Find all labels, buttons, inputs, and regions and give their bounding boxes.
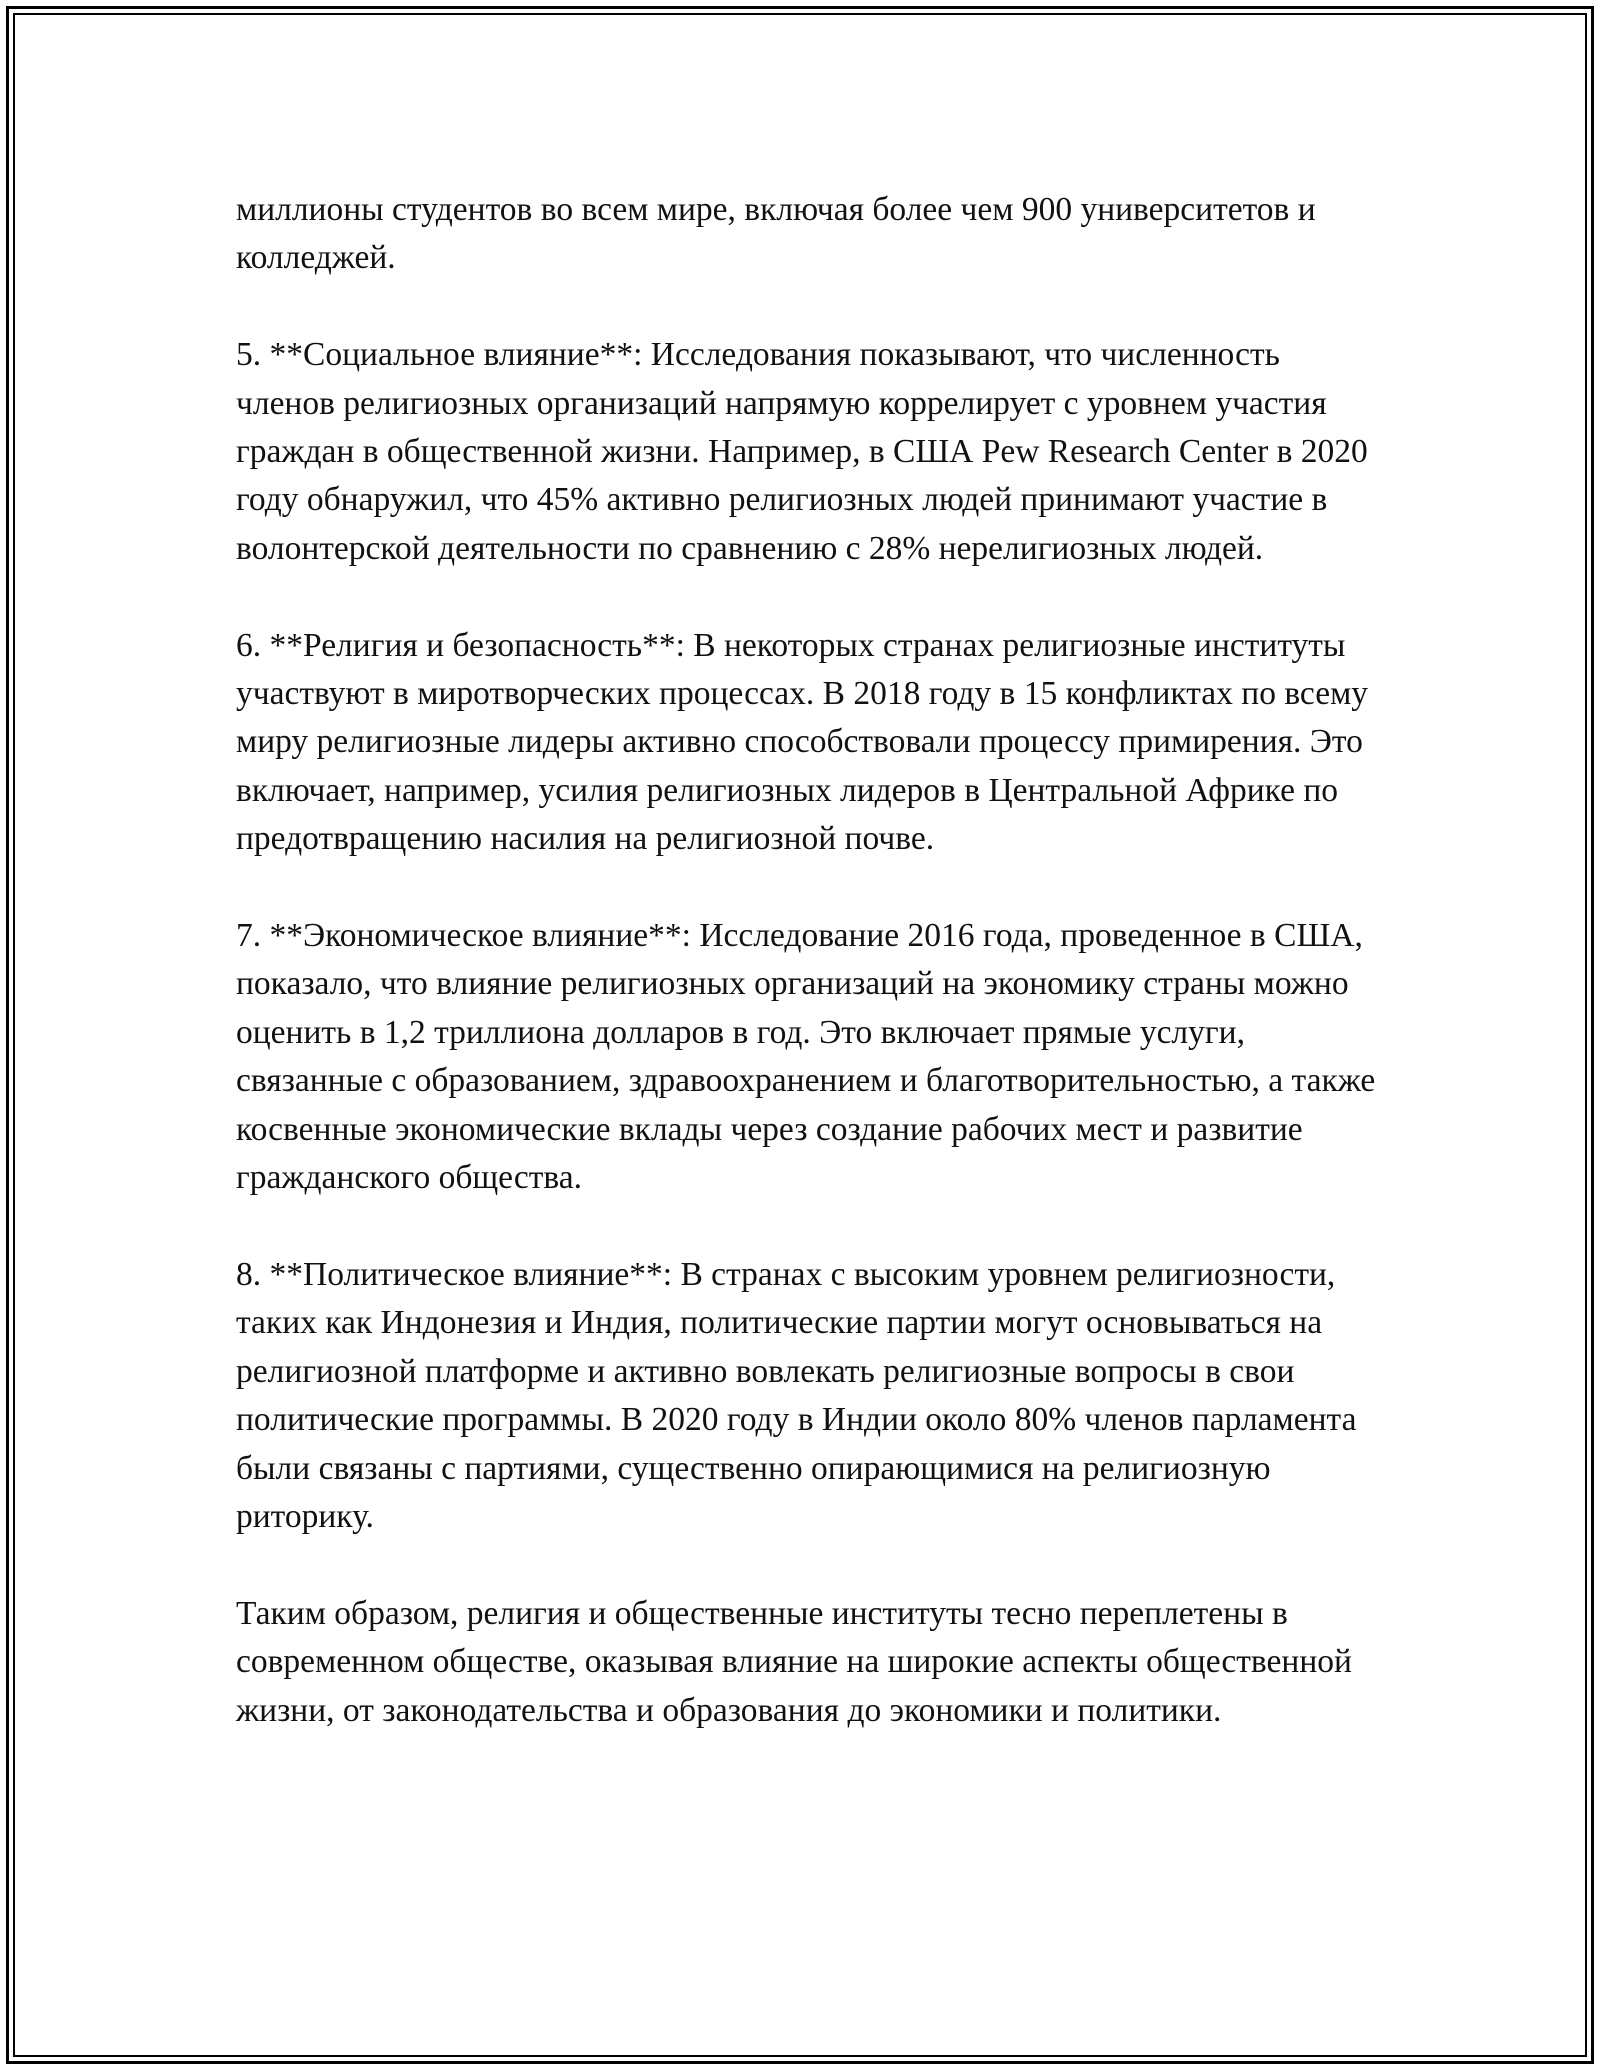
paragraph-economic-influence: 7. **Экономическое влияние**: Исследование 2016 года, проведенное в США, показало, что влияние религиозных организаций на экономику страны можно оценить в 1,2 триллиона долларов в год. Это включает прямые услуги, связанные с образованием, здравоохранением и благотворительностью, а также косвенные экономические вклады через создание рабочих мест и развитие гражданского общества. bbox=[236, 917, 1376, 1197]
paragraph-continuation: миллионы студентов во всем мире, включая более чем 900 университетов и колледжей. bbox=[236, 191, 1316, 277]
paragraph-religion-security: 6. **Религия и безопасность**: В некоторых странах религиозные институты участвуют в миротворческих процессах. В 2018 году в 15 конфликтах по всему миру религиозные лидеры активно способствовали процессу примирения. Это включает, например, усилия религиозных лидеров в Центральной Африке по предотвращению насилия на религиозной почве. bbox=[236, 626, 1369, 858]
paragraph-social-influence: 5. **Социальное влияние**: Исследования показывают, что численность членов религиозных организаций напрямую коррелирует с уровнем участия граждан в общественной жизни. Например, в США Pew Research Center в 2020 году обнаружил, что 45% активно религиозных людей принимают участие в волонтерской деятельности по сравнению с 28% нерелигиозных людей. bbox=[236, 336, 1368, 567]
document-body bbox=[236, 186, 1376, 1735]
paragraph-political-influence: 8. **Политическое влияние**: В странах с высоким уровнем религиозности, таких как Индонезия и Индия, политические партии могут основываться на религиозной платформе и активно вовлекать религиозные вопросы в свои политические программы. В 2020 году в Индии около 80% членов парламента были связаны с партиями, существенно опирающимися на религиозную риторику. bbox=[236, 1255, 1357, 1535]
paragraph-conclusion: Таким образом, религия и общественные институты тесно переплетены в современном обществе, оказывая влияние на широкие аспекты общественной жизни, от законодательства и образования до экономики и политики. bbox=[236, 1594, 1352, 1729]
